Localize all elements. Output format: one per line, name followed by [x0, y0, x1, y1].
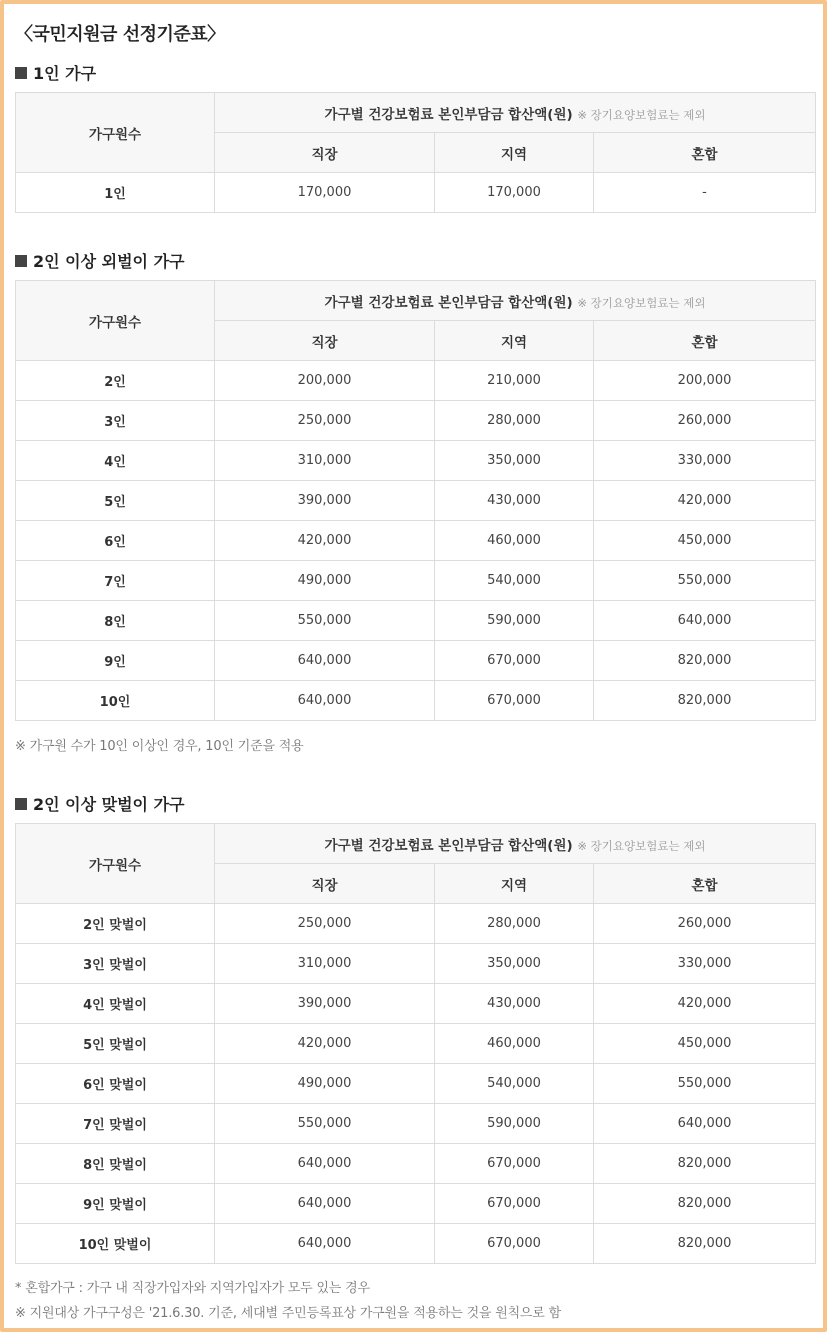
table-row	[16, 441, 816, 481]
regional-cell: 670,000	[435, 1224, 594, 1264]
mixed-cell: 820,000	[594, 1184, 816, 1224]
employee-cell: 640,000	[215, 1224, 435, 1264]
employee-cell: 640,000	[215, 641, 435, 681]
table-body	[16, 361, 816, 721]
employee-cell: 310,000	[215, 944, 435, 984]
table-row	[16, 1104, 816, 1144]
mixed-cell: 550,000	[594, 561, 816, 601]
header-col-mixed: 혼합	[594, 864, 816, 904]
household-cell: 6인 맞벌이	[16, 1064, 215, 1104]
employee-cell: 490,000	[215, 561, 435, 601]
regional-cell: 590,000	[435, 601, 594, 641]
employee-cell: 490,000	[215, 1064, 435, 1104]
table-row	[16, 361, 816, 401]
regional-cell: 210,000	[435, 361, 594, 401]
employee-cell: 390,000	[215, 984, 435, 1024]
employee-cell: 420,000	[215, 521, 435, 561]
table-row	[16, 481, 816, 521]
header-col-regional: 지역	[435, 864, 594, 904]
household-cell: 9인 맞벌이	[16, 1184, 215, 1224]
mixed-cell: -	[594, 173, 816, 213]
employee-cell: 550,000	[215, 1104, 435, 1144]
mixed-cell: 200,000	[594, 361, 816, 401]
page-title: 〈국민지원금 선정기준표〉	[15, 24, 225, 45]
mixed-cell: 820,000	[594, 681, 816, 721]
table-row	[16, 1144, 816, 1184]
regional-cell: 170,000	[435, 173, 594, 213]
header-group-note: ※ 장기요양보험료는 제외	[577, 107, 706, 122]
section-title-single-earner	[15, 249, 185, 272]
mixed-cell: 260,000	[594, 401, 816, 441]
header-col-mixed: 혼합	[594, 321, 816, 361]
employee-cell: 250,000	[215, 401, 435, 441]
square-bullet-icon	[15, 798, 27, 810]
square-bullet-icon	[15, 67, 27, 79]
household-cell: 10인	[16, 681, 215, 721]
regional-cell: 670,000	[435, 681, 594, 721]
regional-cell: 590,000	[435, 1104, 594, 1144]
header-col-employee: 직장	[215, 321, 435, 361]
table-body	[16, 173, 816, 213]
regional-cell: 540,000	[435, 1064, 594, 1104]
table-row	[16, 561, 816, 601]
regional-cell: 430,000	[435, 481, 594, 521]
mixed-cell: 820,000	[594, 1144, 816, 1184]
mixed-cell: 330,000	[594, 441, 816, 481]
regional-cell: 280,000	[435, 401, 594, 441]
employee-cell: 170,000	[215, 173, 435, 213]
regional-cell: 460,000	[435, 521, 594, 561]
table-row	[16, 173, 816, 213]
household-cell: 5인	[16, 481, 215, 521]
household-cell: 3인 맞벌이	[16, 944, 215, 984]
section-title-single	[15, 61, 96, 84]
household-cell: 8인 맞벌이	[16, 1144, 215, 1184]
header-group-text: 가구별 건강보험료 본인부담금 합산액(원)	[324, 837, 573, 854]
mixed-cell: 420,000	[594, 984, 816, 1024]
footnote-eligibility: ※ 지원대상 가구구성은 '21.6.30. 기준, 세대별 주민등록표상 가구원을 적용하는 것을 원칙으로 함	[15, 1306, 561, 1321]
regional-cell: 670,000	[435, 1184, 594, 1224]
header-col-employee: 직장	[215, 864, 435, 904]
table-row	[16, 641, 816, 681]
employee-cell: 640,000	[215, 1144, 435, 1184]
household-cell: 3인	[16, 401, 215, 441]
table-body	[16, 904, 816, 1264]
regional-cell: 430,000	[435, 984, 594, 1024]
employee-cell: 200,000	[215, 361, 435, 401]
regional-cell: 670,000	[435, 641, 594, 681]
household-cell: 8인	[16, 601, 215, 641]
table-row	[16, 1024, 816, 1064]
header-group	[215, 824, 816, 864]
mixed-cell: 820,000	[594, 1224, 816, 1264]
header-household: 가구원수	[16, 281, 215, 361]
mixed-cell: 450,000	[594, 521, 816, 561]
mixed-cell: 330,000	[594, 944, 816, 984]
regional-cell: 460,000	[435, 1024, 594, 1064]
employee-cell: 250,000	[215, 904, 435, 944]
header-group-text: 가구별 건강보험료 본인부담금 합산액(원)	[324, 106, 573, 123]
section2-note: ※ 가구원 수가 10인 이상인 경우, 10인 기준을 적용	[15, 739, 304, 754]
header-col-regional: 지역	[435, 321, 594, 361]
section-title-text: 1인 가구	[33, 64, 97, 83]
table-single-earner	[15, 280, 816, 721]
household-cell: 2인 맞벌이	[16, 904, 215, 944]
household-cell: 7인 맞벌이	[16, 1104, 215, 1144]
header-col-mixed: 혼합	[594, 133, 816, 173]
household-cell: 7인	[16, 561, 215, 601]
employee-cell: 550,000	[215, 601, 435, 641]
household-cell: 5인 맞벌이	[16, 1024, 215, 1064]
header-group	[215, 93, 816, 133]
table-dual-earner	[15, 823, 816, 1264]
table-row	[16, 944, 816, 984]
table-single-household	[15, 92, 816, 213]
household-cell: 4인	[16, 441, 215, 481]
header-group-note: ※ 장기요양보험료는 제외	[577, 295, 706, 310]
table-row	[16, 984, 816, 1024]
section-title-dual-earner	[15, 792, 185, 815]
header-col-employee: 직장	[215, 133, 435, 173]
employee-cell: 420,000	[215, 1024, 435, 1064]
mixed-cell: 820,000	[594, 641, 816, 681]
mixed-cell: 640,000	[594, 601, 816, 641]
square-bullet-icon	[15, 255, 27, 267]
header-household: 가구원수	[16, 93, 215, 173]
header-group-text: 가구별 건강보험료 본인부담금 합산액(원)	[324, 294, 573, 311]
employee-cell: 310,000	[215, 441, 435, 481]
household-cell: 10인 맞벌이	[16, 1224, 215, 1264]
employee-cell: 390,000	[215, 481, 435, 521]
section-title-text: 2인 이상 외벌이 가구	[33, 252, 185, 271]
header-col-regional: 지역	[435, 133, 594, 173]
header-group	[215, 281, 816, 321]
mixed-cell: 640,000	[594, 1104, 816, 1144]
table-row	[16, 601, 816, 641]
table-row	[16, 1184, 816, 1224]
table-row	[16, 1224, 816, 1264]
household-cell: 4인 맞벌이	[16, 984, 215, 1024]
regional-cell: 670,000	[435, 1144, 594, 1184]
household-cell: 2인	[16, 361, 215, 401]
mixed-cell: 420,000	[594, 481, 816, 521]
regional-cell: 540,000	[435, 561, 594, 601]
household-cell: 1인	[16, 173, 215, 213]
regional-cell: 350,000	[435, 944, 594, 984]
table-row	[16, 401, 816, 441]
table-row	[16, 904, 816, 944]
mixed-cell: 260,000	[594, 904, 816, 944]
employee-cell: 640,000	[215, 1184, 435, 1224]
section-title-text: 2인 이상 맞벌이 가구	[33, 795, 185, 814]
regional-cell: 350,000	[435, 441, 594, 481]
footnote-mixed-household: * 혼합가구 : 가구 내 직장가입자와 지역가입자가 모두 있는 경우	[15, 1281, 370, 1296]
mixed-cell: 550,000	[594, 1064, 816, 1104]
header-group-note: ※ 장기요양보험료는 제외	[577, 838, 706, 853]
household-cell: 9인	[16, 641, 215, 681]
header-household: 가구원수	[16, 824, 215, 904]
household-cell: 6인	[16, 521, 215, 561]
regional-cell: 280,000	[435, 904, 594, 944]
table-row	[16, 521, 816, 561]
employee-cell: 640,000	[215, 681, 435, 721]
mixed-cell: 450,000	[594, 1024, 816, 1064]
table-row	[16, 681, 816, 721]
table-row	[16, 1064, 816, 1104]
